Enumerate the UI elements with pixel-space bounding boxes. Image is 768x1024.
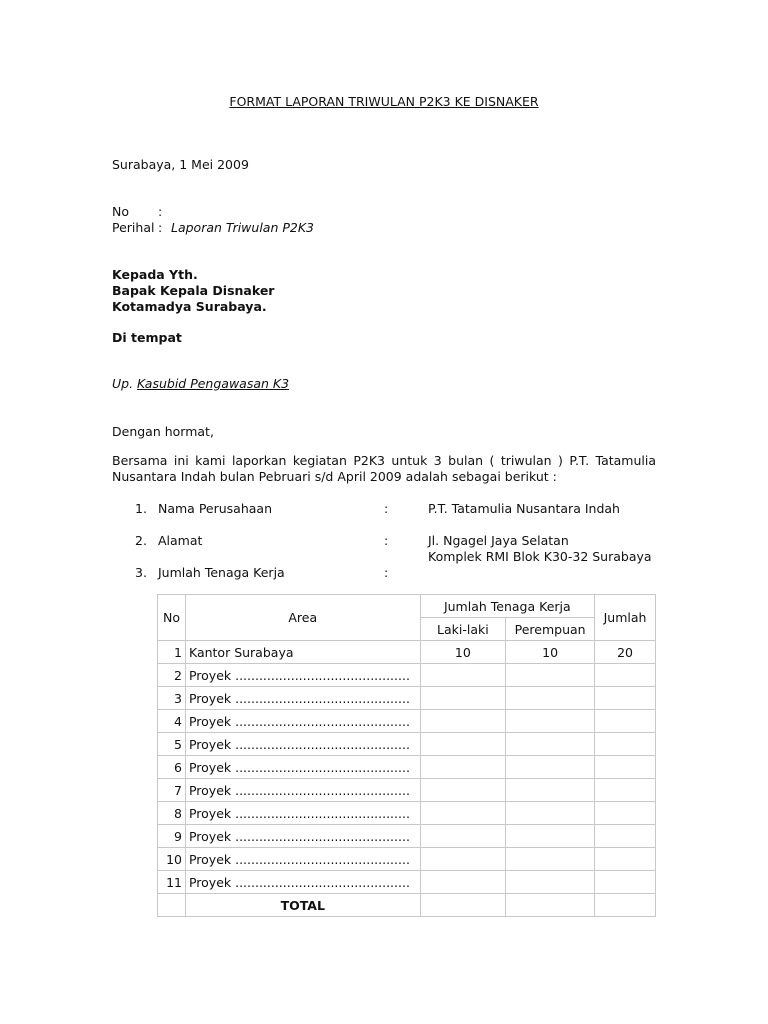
row-number: 10	[158, 848, 186, 871]
header-no: No	[158, 595, 186, 641]
header-male: Laki-laki	[420, 618, 506, 641]
table-row	[158, 825, 656, 848]
row-female	[506, 733, 595, 756]
row-area: Proyek ............................................	[185, 756, 420, 779]
row-female	[506, 848, 595, 871]
table-row	[158, 710, 656, 733]
row-female	[506, 710, 595, 733]
row-number: 11	[158, 871, 186, 894]
table-row	[158, 641, 656, 664]
row-total: 20	[595, 641, 656, 664]
row-total	[595, 825, 656, 848]
date-line: Surabaya, 1 Mei 2009	[112, 157, 249, 172]
row-male	[420, 733, 506, 756]
row-number: 5	[158, 733, 186, 756]
row-total	[595, 848, 656, 871]
row-male	[420, 710, 506, 733]
total-row	[158, 894, 656, 917]
item-3-label: Jumlah Tenaga Kerja	[158, 565, 285, 580]
row-number: 1	[158, 641, 186, 664]
intro-paragraph: Bersama ini kami laporkan kegiatan P2K3 untuk 3 bulan ( triwulan ) P.T. Tatamulia Nusantara Indah bulan Pebruari s/d April 2009 adalah sebagai berikut :	[112, 453, 656, 484]
row-male	[420, 756, 506, 779]
row-total	[595, 733, 656, 756]
row-male: 10	[420, 641, 506, 664]
header-workforce-group: Jumlah Tenaga Kerja	[420, 595, 595, 618]
row-area: Proyek ............................................	[185, 825, 420, 848]
row-female	[506, 664, 595, 687]
row-area: Proyek ............................................	[185, 779, 420, 802]
row-female	[506, 871, 595, 894]
row-female	[506, 802, 595, 825]
row-male	[420, 871, 506, 894]
row-male	[420, 779, 506, 802]
row-female	[506, 687, 595, 710]
table-row	[158, 848, 656, 871]
greeting: Dengan hormat,	[112, 424, 214, 439]
row-male	[420, 687, 506, 710]
row-male	[420, 802, 506, 825]
row-area: Proyek ............................................	[185, 802, 420, 825]
row-male	[420, 825, 506, 848]
row-male	[420, 664, 506, 687]
row-total	[595, 756, 656, 779]
row-number: 2	[158, 664, 186, 687]
item-1-label: Nama Perusahaan	[158, 501, 273, 516]
up-prefix: Up.	[112, 376, 134, 391]
perihal-value: Laporan Triwulan P2K3	[171, 220, 314, 235]
item-2-number: 2.	[135, 533, 147, 548]
header-female: Perempuan	[506, 618, 595, 641]
row-total	[595, 664, 656, 687]
document-title: FORMAT LAPORAN TRIWULAN P2K3 KE DISNAKER	[229, 94, 539, 109]
row-number: 8	[158, 802, 186, 825]
table-row	[158, 733, 656, 756]
recipient-line3: Kotamadya Surabaya.	[112, 299, 267, 314]
row-number: 4	[158, 710, 186, 733]
total-sum	[595, 894, 656, 917]
header-area: Area	[185, 595, 420, 641]
up-line	[112, 376, 289, 391]
perihal-label: Perihal	[112, 220, 155, 235]
workforce-table	[157, 594, 656, 917]
row-area: Proyek ............................................	[185, 710, 420, 733]
row-total	[595, 779, 656, 802]
item-2-colon: :	[384, 533, 389, 548]
row-area: Proyek ............................................	[185, 687, 420, 710]
row-number: 7	[158, 779, 186, 802]
row-male	[420, 848, 506, 871]
recipient-line2: Bapak Kepala Disnaker	[112, 283, 275, 298]
table-row	[158, 779, 656, 802]
row-female	[506, 779, 595, 802]
item-3-colon: :	[384, 565, 389, 580]
row-total	[595, 871, 656, 894]
total-label: TOTAL	[185, 894, 420, 917]
row-number: 9	[158, 825, 186, 848]
table-row	[158, 756, 656, 779]
item-1-value: P.T. Tatamulia Nusantara Indah	[428, 501, 620, 516]
item-1-colon: :	[384, 501, 389, 516]
row-female	[506, 756, 595, 779]
perihal-colon: :	[158, 220, 163, 235]
recipient-line1: Kepada Yth.	[112, 267, 198, 282]
item-2-label: Alamat	[158, 533, 203, 548]
row-female: 10	[506, 641, 595, 664]
row-area: Proyek ............................................	[185, 871, 420, 894]
item-2-value-line2: Komplek RMI Blok K30-32 Surabaya	[428, 549, 652, 564]
item-3-number: 3.	[135, 565, 147, 580]
row-area: Kantor Surabaya	[185, 641, 420, 664]
row-area: Proyek ............................................	[185, 733, 420, 756]
item-1-number: 1.	[135, 501, 147, 516]
row-total	[595, 710, 656, 733]
table-body	[158, 641, 656, 894]
header-total: Jumlah	[595, 595, 656, 641]
row-number: 3	[158, 687, 186, 710]
row-area: Proyek ............................................	[185, 848, 420, 871]
no-label: No	[112, 204, 129, 219]
table-row	[158, 687, 656, 710]
no-colon: :	[158, 204, 163, 219]
row-female	[506, 825, 595, 848]
row-total	[595, 802, 656, 825]
total-row-no	[158, 894, 186, 917]
row-number: 6	[158, 756, 186, 779]
up-name: Kasubid Pengawasan K3	[137, 376, 290, 391]
table-row	[158, 871, 656, 894]
table-row	[158, 802, 656, 825]
table-row	[158, 664, 656, 687]
di-tempat: Di tempat	[112, 330, 182, 345]
total-female	[506, 894, 595, 917]
item-2-value: Jl. Ngagel Jaya Selatan	[428, 533, 569, 548]
total-male	[420, 894, 506, 917]
row-total	[595, 687, 656, 710]
row-area: Proyek ............................................	[185, 664, 420, 687]
